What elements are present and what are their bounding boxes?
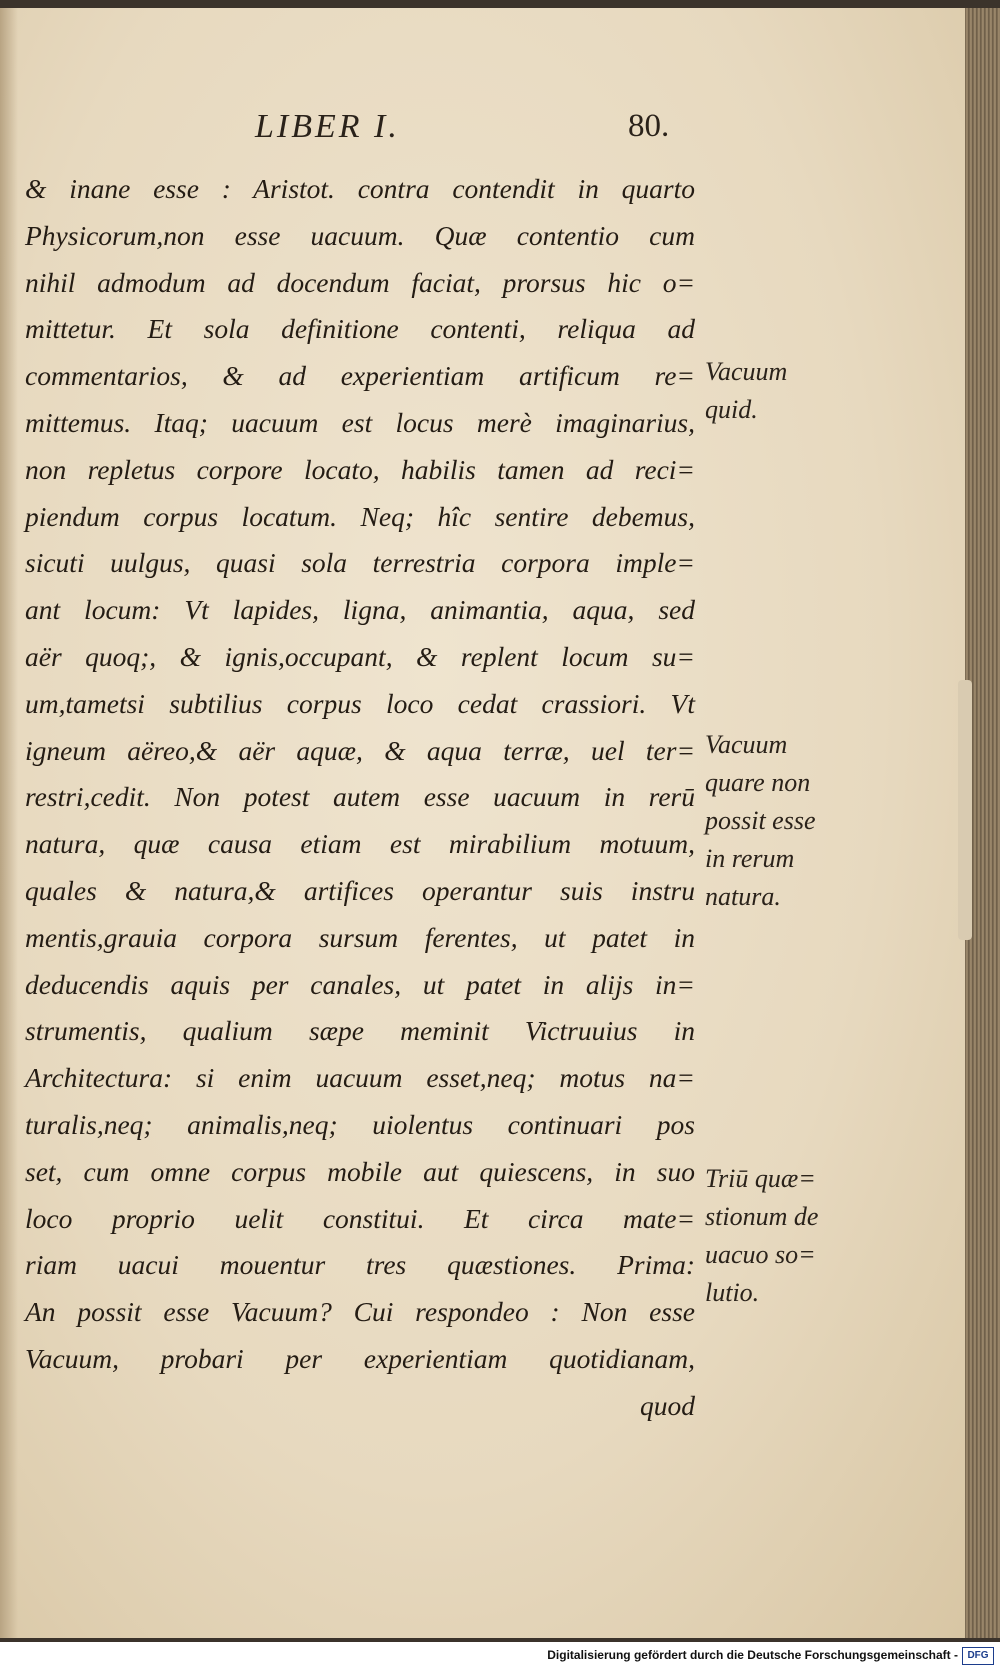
margin-note-line: possit esse [705, 806, 816, 835]
text-line: ant locum: Vt lapides, ligna, animantia, aqua, sed [25, 594, 695, 626]
text-line: deducendis aquis per canales, ut patet in alijs in= [25, 968, 695, 1000]
text-line: mentis,grauia corpora sursum ferentes, ut patet in [25, 921, 695, 953]
text-line: nihil admodum ad docendum faciat, prorsus hic o= [25, 266, 695, 298]
margin-note-line: Vacuum [705, 357, 788, 386]
text-line: loco proprio uelit constitui. Et circa mate= [25, 1202, 695, 1234]
text-line: Vacuum, probari per experientiam quotidianam, [25, 1342, 695, 1374]
text-line: piendum corpus locatum. Neq; hîc sentire debemus, [25, 500, 695, 532]
dfg-logo-icon: DFG [962, 1647, 994, 1665]
page-number: 80. [628, 108, 670, 144]
text-line: aër quoq;, & ignis,occupant, & replent locum su= [25, 640, 695, 672]
margin-note-vacuum-quid [705, 353, 787, 429]
book-page [0, 8, 965, 1638]
text-line: restri,cedit. Non potest autem esse uacuum in rerū [25, 781, 695, 813]
margin-note-line: uacuo so= [705, 1240, 816, 1269]
text-line: mittemus. Itaq; uacuum est locus merè imaginarius, [25, 406, 695, 438]
text-line: natura, quæ causa etiam est mirabilium motuum, [25, 828, 695, 860]
body-text [25, 166, 695, 1430]
text-line: sicuti uulgus, quasi sola terrestria corpora imple= [25, 547, 695, 579]
text-line: riam uacui mouentur tres quæstiones. Prima: [25, 1249, 695, 1281]
text-line: mittetur. Et sola definitione contenti, reliqua ad [25, 313, 695, 345]
catchword: quod [640, 1389, 695, 1421]
margin-note-line: Vacuum [705, 730, 788, 759]
margin-note-line: quid. [705, 395, 758, 424]
margin-note-vacuum-quare [705, 726, 816, 916]
text-line: Physicorum,non esse uacuum. Quæ contentio cum [25, 219, 695, 251]
running-head: LIBER I. [255, 108, 400, 145]
page-tab-mark [958, 680, 972, 940]
text-line: non repletus corpore locato, habilis tamen ad reci= [25, 453, 695, 485]
text-line: An possit esse Vacuum? Cui respondeo : Non esse [25, 1296, 695, 1328]
text-line: Architectura: si enim uacuum esset,neq; motus na= [25, 1062, 695, 1094]
text-line: set, cum omne corpus mobile aut quiescens, in suo [25, 1155, 695, 1187]
footer-credit: Digitalisierung gefördert durch die Deutsche Forschungsgemeinschaft - [547, 1648, 958, 1662]
text-line: strumentis, qualium sæpe meminit Victruuius in [25, 1015, 695, 1047]
margin-note-triu-quaestionum [705, 1160, 818, 1312]
margin-note-line: Triū quæ= [705, 1164, 816, 1193]
text-line: & inane esse : Aristot. contra contendit in quarto [25, 173, 695, 204]
text-line: igneum aëreo,& aër aquæ, & aqua terræ, uel ter= [25, 734, 695, 766]
text-line: um,tametsi subtilius corpus loco cedat crassiori. Vt [25, 687, 695, 719]
margin-note-line: natura. [705, 882, 781, 911]
margin-note-line: quare non [705, 768, 811, 797]
page-gutter [0, 8, 18, 1638]
text-line: turalis,neq; animalis,neq; uiolentus continuari pos [25, 1108, 695, 1140]
text-line: commentarios, & ad experientiam artificum re= [25, 360, 695, 392]
margin-note-line: in rerum [705, 844, 795, 873]
footer-bar [0, 1642, 1000, 1674]
text-line: quales & natura,& artifices operantur suis instru [25, 874, 695, 906]
margin-note-line: lutio. [705, 1278, 760, 1307]
margin-note-line: stionum de [705, 1202, 819, 1231]
